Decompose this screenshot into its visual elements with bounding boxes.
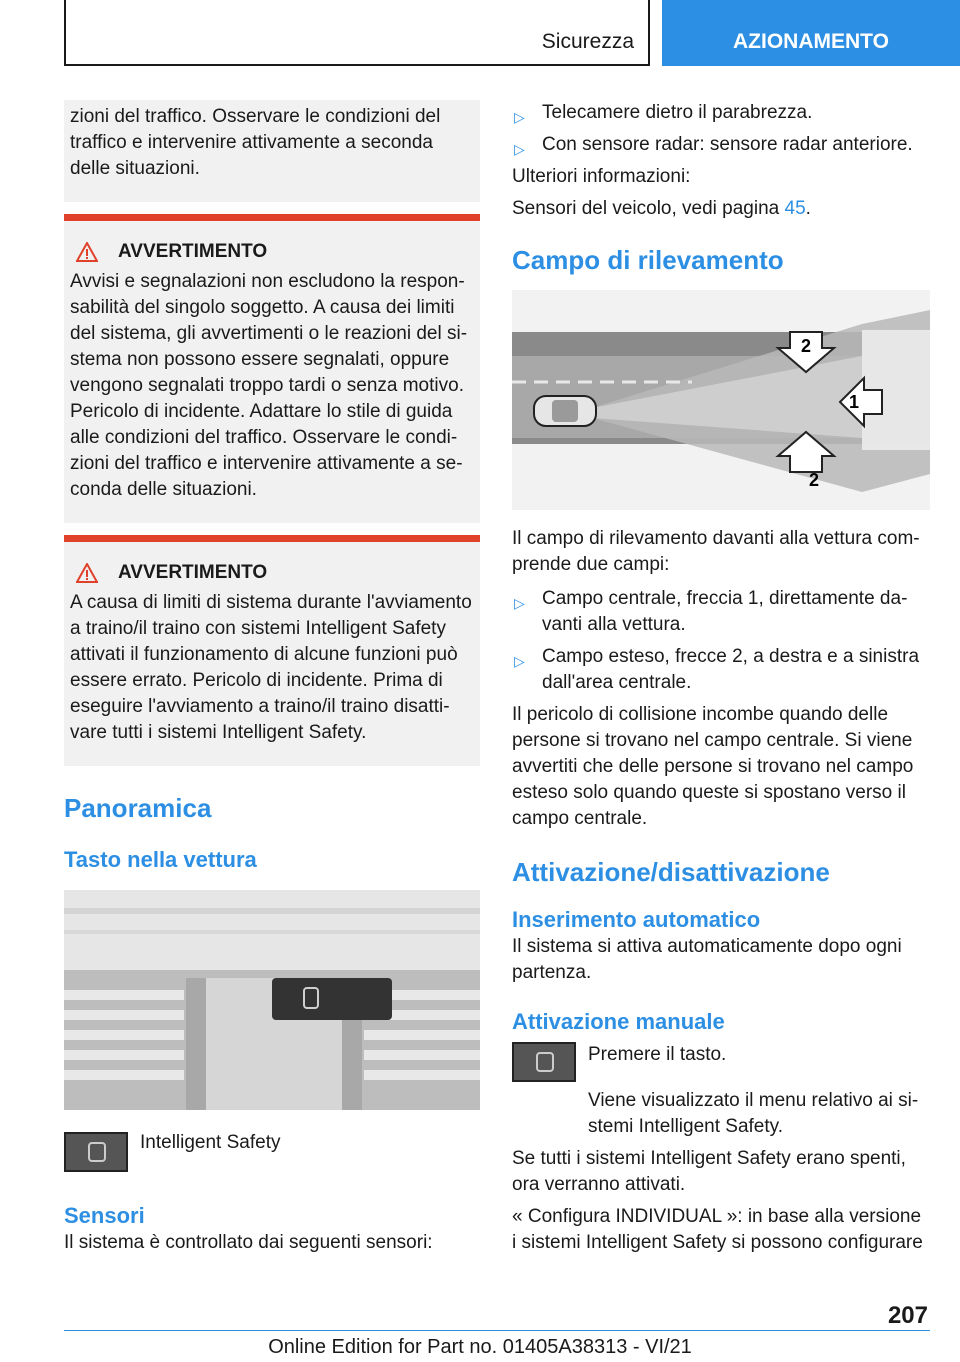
bullet-triangle-icon: ▷ bbox=[514, 109, 525, 125]
manuale-step-2: Viene visualizzato il menu relativo ai si-stemi Intelligent Safety. bbox=[588, 1090, 919, 1137]
continued-warning-text: zioni del traffico. Osservare le condizioni del traffico e intervenire attivamente a seconda delle situazioni. bbox=[64, 100, 480, 202]
footer-divider bbox=[64, 1330, 930, 1331]
header-section-label: Sicurezza bbox=[541, 30, 634, 53]
sensori-text: Il sistema è controllato dai seguenti sensori: bbox=[64, 1232, 433, 1253]
warning-triangle-icon bbox=[76, 563, 98, 583]
page-number: 207 bbox=[887, 1302, 928, 1329]
list-item: ▷ Telecamere dietro il parabrezza. bbox=[512, 100, 930, 126]
spenti-text: Se tutti i sistemi Intelligent Safety erano spenti, ora verranno attivati. bbox=[512, 1148, 906, 1195]
bullet-triangle-icon: ▷ bbox=[514, 141, 525, 157]
header-chapter-tab[interactable]: AZIONAMENTO bbox=[662, 0, 960, 66]
car-button-photo bbox=[64, 890, 480, 1110]
bullet-triangle-icon: ▷ bbox=[514, 653, 525, 669]
arrow-label-1: 1 bbox=[848, 392, 860, 412]
warning-box-1 bbox=[64, 214, 480, 523]
left-column bbox=[64, 100, 480, 1256]
dashboard-illustration bbox=[64, 890, 480, 1110]
config-text: « Configura INDIVIDUAL »: in base alla versione i sistemi Intelligent Safety si possono configurare bbox=[512, 1206, 923, 1253]
campo-text: Il campo di rilevamento davanti alla vettura com-prende due campi: bbox=[512, 528, 920, 575]
heading-tasto: Tasto nella vettura bbox=[64, 847, 257, 872]
warning-text-2: A causa di limiti di sistema durante l'avviamento a traino/il traino con sistemi Intelligent Safety attivati il funzionamento di alcune funzioni può essere errato. Pericolo di incidente. Prima di eseguire l'avviamento a traino/il traino disatti-vare tutti i sistemi Intelligent Safety. bbox=[70, 592, 472, 743]
warning-box-2 bbox=[64, 535, 480, 766]
warning-heading-1: AVVERTIMENTO bbox=[70, 239, 474, 265]
edition-footer: Online Edition for Part no. 01405A38313 - VI/21 bbox=[268, 1336, 692, 1358]
header-section-box bbox=[64, 0, 650, 66]
intelligent-safety-button-icon bbox=[64, 1132, 128, 1172]
more-info-label: Ulteriori informazioni: bbox=[512, 166, 691, 187]
button-legend bbox=[64, 1132, 480, 1172]
right-column bbox=[512, 100, 930, 1256]
pericolo-text: Il pericolo di collisione incombe quando delle persone si trovano nel campo centrale. Si viene avvertiti che delle persone si trovano nel campo esteso solo quando queste si spostano verso il campo centrale. bbox=[512, 704, 914, 829]
heading-manuale: Attivazione manuale bbox=[512, 1009, 725, 1034]
detection-field-diagram bbox=[512, 290, 930, 510]
sensor-list bbox=[512, 100, 930, 158]
list-item: ▷ Con sensore radar: sensore radar anteriore. bbox=[512, 132, 930, 158]
list-item: ▷ Campo esteso, frecce 2, a destra e a sinistra dall'area centrale. bbox=[514, 646, 920, 693]
auto-text: Il sistema si attiva automaticamente dopo ogni partenza. bbox=[512, 936, 902, 983]
list-item: ▷ Campo centrale, freccia 1, direttamente da-vanti alla vettura. bbox=[514, 588, 908, 635]
button-caption: Intelligent Safety bbox=[140, 1132, 281, 1153]
manual-step bbox=[512, 1042, 930, 1082]
heading-inserimento: Inserimento automatico bbox=[512, 907, 761, 932]
warning-text-1: Avvisi e segnalazioni non escludono la respon-sabilità del singolo soggetto. A causa dei limiti del sistema, gli avvertimenti o le reazioni del si-stema non possono essere segnalati, oppure vengono segnalati troppo tardi o senza motivo. Pericolo di incidente. Adattare lo stile di guida alle condizioni del traffico. Osservare le condi-zioni del traffico e intervenire attivamente a se-conda delle situazioni. bbox=[70, 271, 468, 500]
warning-triangle-icon bbox=[76, 242, 98, 262]
page-link[interactable]: 45 bbox=[784, 198, 806, 219]
intelligent-safety-button-icon bbox=[512, 1042, 576, 1082]
bullet-triangle-icon: ▷ bbox=[514, 595, 525, 611]
heading-sensori: Sensori bbox=[64, 1203, 145, 1228]
manuale-step-1: Premere il tasto. bbox=[588, 1044, 727, 1065]
heading-attivazione: Attivazione/disattivazione bbox=[512, 857, 830, 887]
heading-panoramica: Panoramica bbox=[64, 793, 212, 823]
sensori-reference: Sensori del veicolo, vedi pagina 45. bbox=[512, 198, 811, 219]
arrow-label-2-top: 2 bbox=[800, 336, 812, 356]
arrow-label-2-bottom: 2 bbox=[808, 470, 820, 490]
page-header bbox=[0, 0, 960, 66]
heading-campo: Campo di rilevamento bbox=[512, 245, 784, 275]
warning-heading-2: AVVERTIMENTO bbox=[70, 560, 474, 586]
campo-list bbox=[512, 586, 930, 696]
